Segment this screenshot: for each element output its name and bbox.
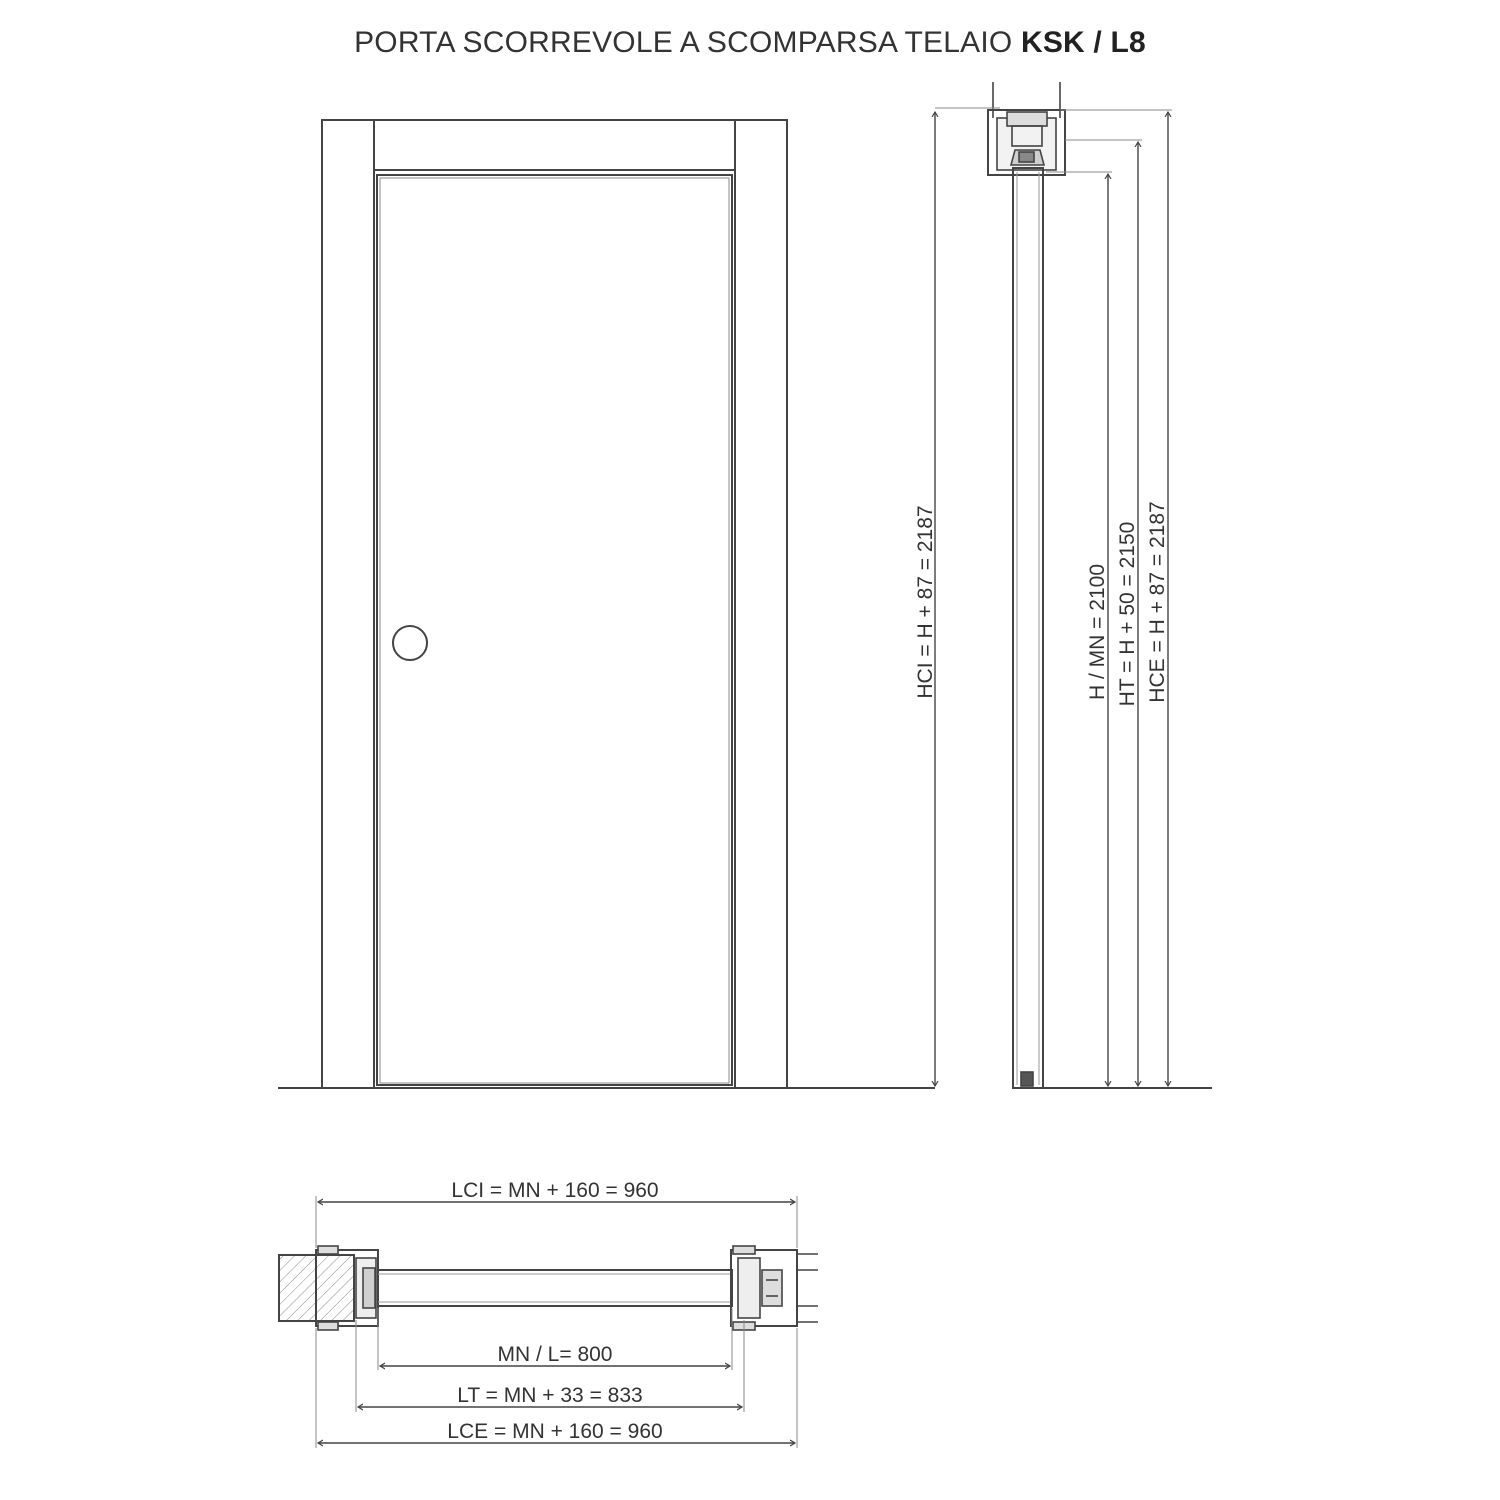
dim-lci-label: LCI = MN + 160 = 960 [451,1179,659,1202]
outer-frame [322,120,787,1088]
horizontal-dimensions [316,1196,797,1448]
door-handle-icon [393,626,427,660]
plan-section [279,1246,818,1330]
dim-hce-label: HCE = H + 87 = 2187 [1146,501,1169,703]
front-elevation [278,120,935,1088]
dim-lce-label: LCE = MN + 160 = 960 [447,1420,663,1443]
dim-lt-label: LT = MN + 33 = 833 [457,1384,643,1407]
dim-hci-label: HCI = H + 87 = 2187 [914,505,937,699]
dim-h-label: H / MN = 2100 [1086,564,1109,700]
dim-ht-label: HT = H + 50 = 2150 [1116,521,1139,707]
dim-mn-label: MN / L= 800 [497,1343,613,1366]
leaf-plan [378,1270,732,1306]
door-leaf [377,175,732,1085]
title-main: PORTA SCORREVOLE A SCOMPARSA TELAIO [354,26,1013,59]
title-model: KSK / L8 [1020,26,1146,59]
